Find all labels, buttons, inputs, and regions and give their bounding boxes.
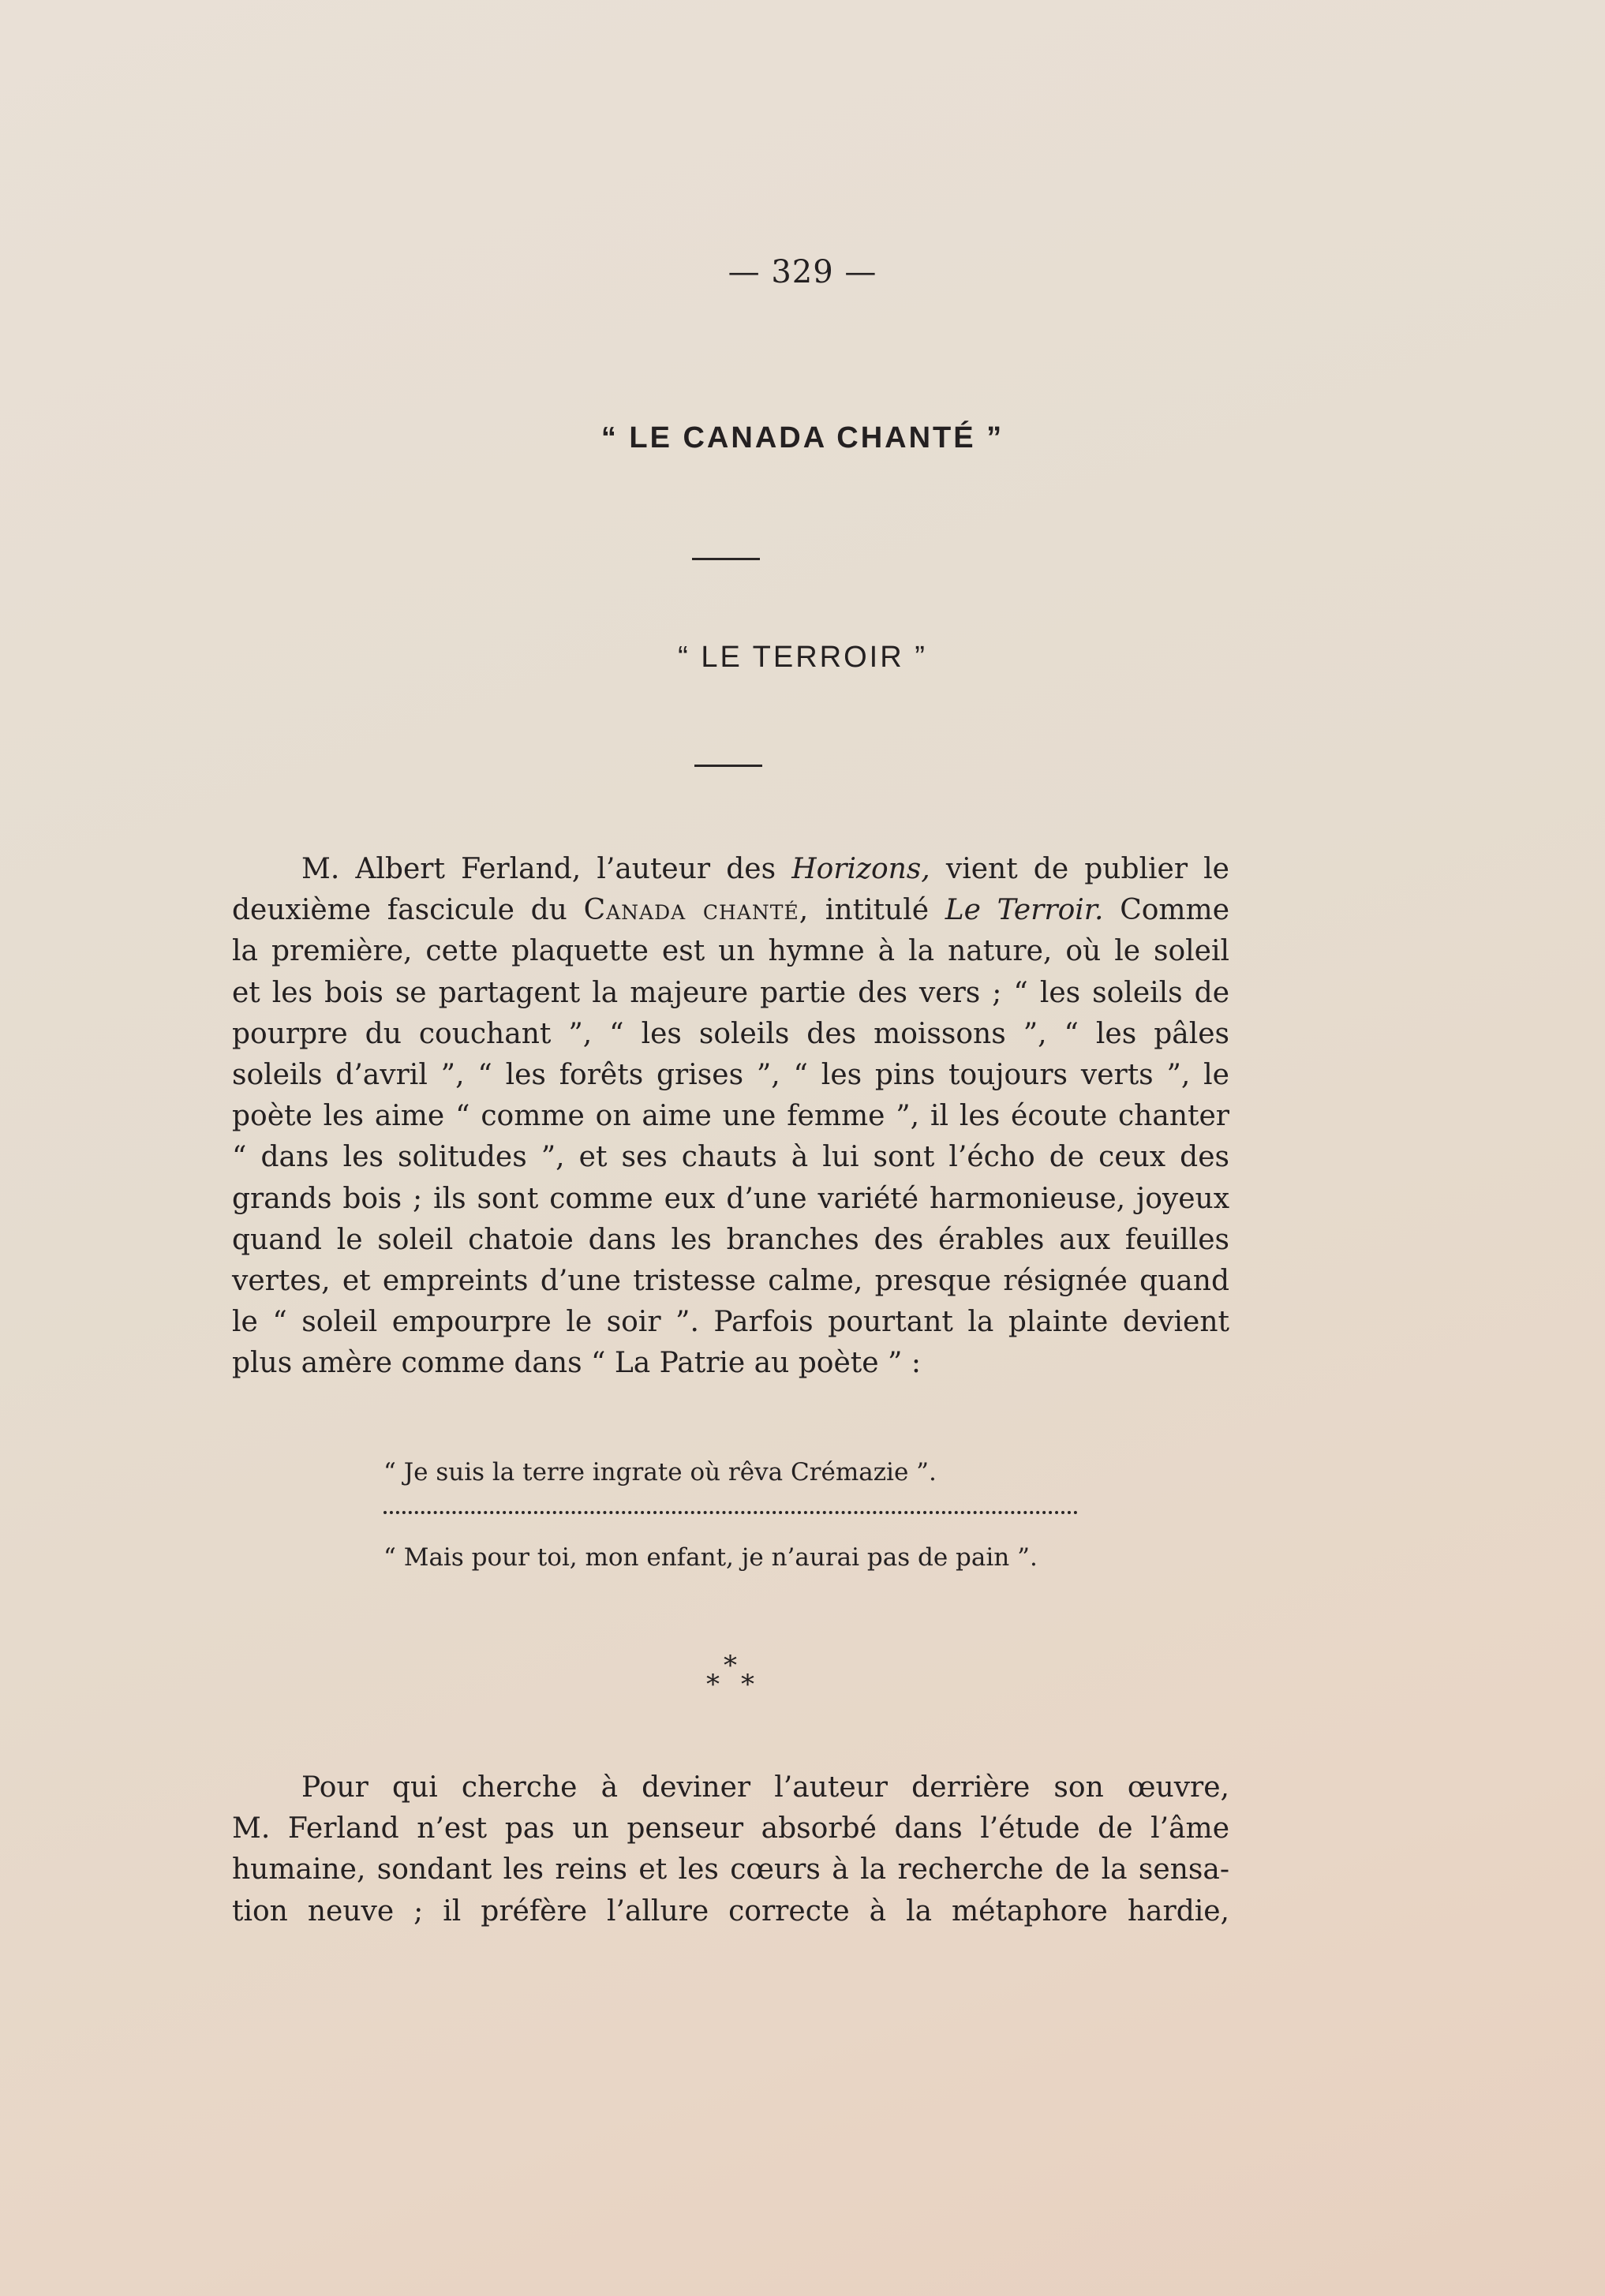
text-line: la première, cette plaquette est un hymne à la nature, où le soleil: [232, 935, 1229, 968]
divider: [692, 558, 760, 560]
text-line: grands bois ; ils sont comme eux d’une variété harmonieuse, joyeux: [232, 1182, 1229, 1215]
verse-line: “ Je suis la terre ingrate où rêva Crémazie ”.: [383, 1458, 937, 1486]
text-line: “ dans les solitudes ”, et ses chauts à lui sont l’écho de ceux des: [232, 1141, 1229, 1174]
section-title: “ LE CANADA CHANTÉ ”: [600, 421, 1005, 454]
text-line: poète les aime “ comme on aime une femme ”, il les écoute chanter: [232, 1100, 1229, 1133]
text-line: pourpre du couchant ”, “ les soleils des moissons ”, “ les pâles: [232, 1017, 1229, 1050]
page-number: — 329 —: [728, 254, 877, 290]
text-line: plus amère comme dans “ La Patrie au poète ” :: [232, 1347, 921, 1380]
asterisk: *: [741, 1669, 754, 1700]
paragraph: [232, 1767, 1229, 1932]
paragraph: [232, 849, 1229, 1385]
text-line: vertes, et empreints d’une tristesse calme, presque résignée quand: [232, 1265, 1229, 1298]
text-run: M. Albert Ferland, l’auteur des: [301, 853, 792, 885]
text-run: vient de publier le: [930, 853, 1229, 885]
asterisk: *: [724, 1650, 737, 1681]
text-line: et les bois se partagent la majeure partie des vers ; “ les soleils de: [232, 976, 1229, 1009]
text-line: quand le soleil chatoie dans les branches des érables aux feuilles: [232, 1223, 1229, 1256]
text-line: humaine, sondant les reins et les cœurs à la recherche de la sensa-: [232, 1853, 1229, 1887]
text-line: Pour qui cherche à deviner l’auteur derrière son œuvre,: [301, 1771, 1229, 1804]
text-line: M. Ferland n’est pas un penseur absorbé dans l’étude de l’âme: [232, 1812, 1229, 1845]
text-line: le “ soleil empourpre le soir ”. Parfois pourtant la plainte devient: [232, 1306, 1229, 1339]
asterisk: *: [706, 1669, 720, 1700]
text-line: tion neuve ; il préfère l’allure correcte à la métaphore hardie,: [232, 1894, 1229, 1928]
text-run: deuxième fascicule du: [232, 894, 584, 927]
verse-line: “ Mais pour toi, mon enfant, je n’aurai pas de pain ”.: [383, 1543, 1038, 1572]
asterism: [706, 1652, 761, 1700]
book-title-canada-chante: Canada chanté,: [583, 894, 810, 927]
ellipsis-line: [383, 1511, 1078, 1514]
subsection-title: “ LE TERROIR ”: [678, 641, 927, 674]
divider: [694, 765, 762, 767]
text-line: [232, 849, 1229, 890]
book-title-horizons: Horizons,: [791, 853, 930, 885]
text-run: intitulé: [809, 894, 945, 927]
text-run: Comme: [1103, 894, 1229, 927]
book-title-le-terroir: Le Terroir.: [945, 894, 1104, 927]
text-line: [232, 890, 1229, 931]
text-line: soleils d’avril ”, “ les forêts grises ”, “ les pins toujours verts ”, le: [232, 1059, 1229, 1092]
